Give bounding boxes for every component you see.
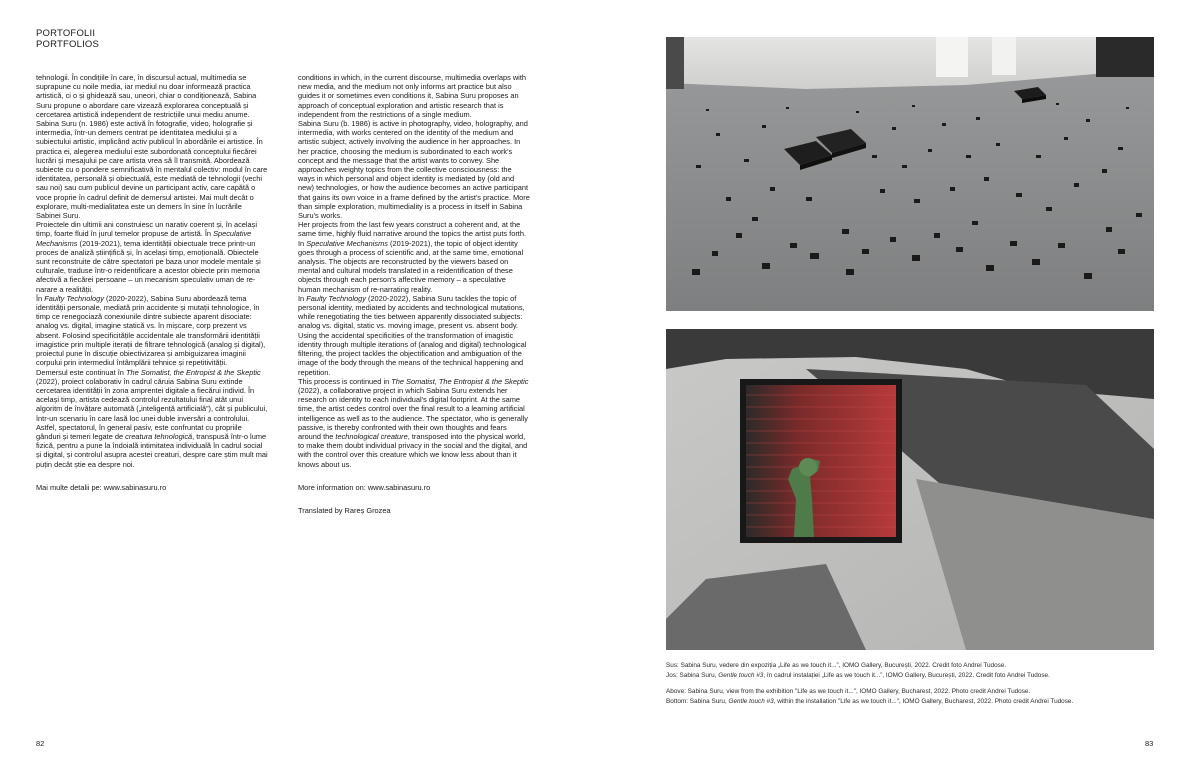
section-header (36, 28, 99, 50)
ro-paragraph-3: Proiectele din ultimii ani construiesc un narativ coerent și, în același timp, foarte fluid în jurul temelor propuse de artistă. În Speculative Mechanisms (2019-2021), tema identității obiectuale trece printr-un proces de analiză științifică și, în același timp, emoțională. Obiectele sunt reconstruite de către spectatori pe baza unor modele mentale și culturale, traduse într-o reidentificare a acestor obiecte prin memoria afectivă a fiecărei persoane – un mecanism speculativ uman de re-narare a realității. (36, 220, 261, 294)
ro-paragraph-4: În Faulty Technology (2020-2022), Sabina Suru abordează tema identității personale, mediată prin accidente și mutații tehnologice, în timp ce renegociază conexiunile dintre subiecte aparent disociate: analog vs. digital, imagine statică vs. în mișcare, corp prezent vs absent. Folosind specificitățile accidentale ale transformării identității imagistice prin multiple iterații de filtrare tehnologică (analog și digital), proiectul pune în discuție obiectivizarea și ambiguizarea imaginii corpului prin intermediul întâmplării tehnice și repetitivității. (36, 293, 266, 368)
ro-paragraph-5: Demersul este continuat în The Somatist, the Entropist & the Skeptic (2022), proiect colaborativ în cadrul căruia Sabina Suru extinde cercetarea identității în zona amprentei digitale a fiecărui individ. În același timp, artista cedează controlul rezultatului final atât unui algoritm de învățare automată („inteligență artificială”), cât și publicului, într-un scenariu în care lasă loc unei duble inversări a controlului. Astfel, spectatorul, în general pasiv, este confruntat cu propriile gânduri și temeri legate de creatura tehnologică, transpusă într-o lume fizică, pentru a pune la îndoială intimitatea individuală în cadrul social și digital, și controlul asupra acestei creaturi, despre care știm mult mai puțin decât știe ea despre noi. (36, 367, 268, 469)
section-title-ro: PORTOFOLII (36, 28, 96, 39)
en-paragraph-5: This process is continued in The Somatist, The Entropist & the Skeptic (2022), a collaborative project in which Sabina Suru extends her research on identity to each individual's digital footprint. At the same time, the artist cedes control over the final result to a learning artificial intelligence as well as to the audience. The spectator, who is generally passive, is thereby confronted with their own thoughts and fears around the technological creature, transposed into the physical world, to make them doubt individual privacy in the social and the digital, and with the control over this creature which we know less about than it knows about us. (298, 376, 529, 469)
ro-paragraph-2: Sabina Suru (n. 1986) este activă în fotografie, video, holografie și intermedia, într-un demers centrat pe identitatea mediului și a subiectului artistic, implicând activ publicul în abordările ei artistice. În practica ei, alegerea mediului este subordonată conceptului fiecărei lucrări și mesajului pe care artista vrea să îl transmită. Abordează subiecte cu o pondere semnificativă în mentalul colectiv: modul în care identitatea, personală și obiectuală, este mediată de tehnologii (vechi sau noi) sau cum publicul devine un participant activ, care capătă o voce proprie în cadrul definit de demersul artistei. Mai mult decât o explorare, multi-medialitatea este un demers în sine în lucrările Sabinei Suru. (36, 119, 268, 221)
en-paragraph-2: Sabina Suru (b. 1986) is active in photography, video, holography, and intermedia, with works centered on the identity of the medium and artistic subject, actively involving the audience in her approaches. In her practice, choosing the medium is subordinated to each work's concept and the message that the artist wants to convey. She approaches weighty topics from the collective consciousness: the ways in which personal and object identity is mediated by (old and new) technologies, or how the audience becomes an active participant that gains its own voice in a frame defined by the artist's practice. More than simple exploration, multimediality is a process in itself in Sabina Suru's works. (298, 119, 530, 221)
photo-captions (666, 661, 1156, 706)
ro-more-info: Mai multe detalii pe: www.sabinasuru.ro (36, 482, 167, 492)
en-paragraph-1: conditions in which, in the current discourse, multimedia overlaps with new media, and the medium not only informs art practice but also guides it or sometimes even conditions it, Sabina Suru proposes an approach of conceptual exploration and artistic research that is independent from the restrictions of a single medium. (298, 73, 526, 119)
exhibition-view-photo (666, 37, 1154, 311)
english-text-column (298, 73, 530, 515)
en-more-info: More information on: www.sabinasuru.ro (298, 482, 431, 492)
caption-en-bottom: Bottom: Sabina Suru, Gentle touch #3, within the installation "Life as we touch it...", IOMO Gallery, Bucharest, 2022. Photo credit Andrei Tudose. (666, 697, 1074, 705)
gentle-touch-illustration (666, 329, 1154, 650)
caption-ro-bottom: Jos: Sabina Suru, Gentle touch #3, în cadrul instalației „Life as we touch it...”, IOMO Gallery, București, 2022. Credit foto Andrei Tudose. (666, 671, 1050, 679)
gentle-touch-photo (666, 329, 1154, 650)
romanian-text-column (36, 73, 268, 492)
exhibition-view-illustration (666, 37, 1154, 311)
ro-paragraph-1: tehnologii. În condițiile în care, în discursul actual, multimedia se suprapune cu noile media, iar mediul nu doar informează practica artistică, ci o și ghidează sau, uneori, chiar o condiționează, Sabina Suru propune o abordare care vizează explorarea conceptuală și cercetarea artistică independent de restricțiile unui mediu anume. (36, 73, 257, 119)
page-number-right: 83 (1145, 739, 1154, 748)
caption-en-top: Above: Sabina Suru, view from the exhibition "Life as we touch it...", IOMO Gallery, Bucharest, 2022. Photo credit Andrei Tudose. (666, 688, 1031, 696)
section-title-en: PORTFOLIOS (36, 39, 100, 50)
en-paragraph-3: Her projects from the last few years construct a coherent and, at the same time, highly fluid narrative around the topics the artist puts forth. In Speculative Mechanisms (2019-2021), the topic of object identity goes through a process of scientific and, at the same time, emotional analysis. The objects are reconstructed by the viewers based on mental and cultural models translated in a reidentification of these objects through each person's affective memory – a speculative human mechanism of re-narrating reality. (298, 220, 526, 294)
en-paragraph-4: In Faulty Technology (2020-2022), Sabina Suru tackles the topic of personal identity, mediated by accidents and technological mutations, while renegotiating the ties between apparently dissociated subjects: analog vs. digital, static vs. moving image, present vs. absent body. Using the accidental specificities of the transformation of imagistic identity through multiple iterations of (analog and digital) technological filtering, the project tackles the objectification and ambiguation of the image of the body through the means of the technical happening and repetition. (298, 293, 527, 377)
caption-ro-top: Sus: Sabina Suru, vedere din expoziția „Life as we touch it...”, IOMO Gallery, București, 2022. Credit foto Andrei Tudose. (666, 662, 1007, 669)
translator-credit: Translated by Rareș Grozea (298, 505, 391, 515)
page-number-left: 82 (36, 739, 45, 748)
